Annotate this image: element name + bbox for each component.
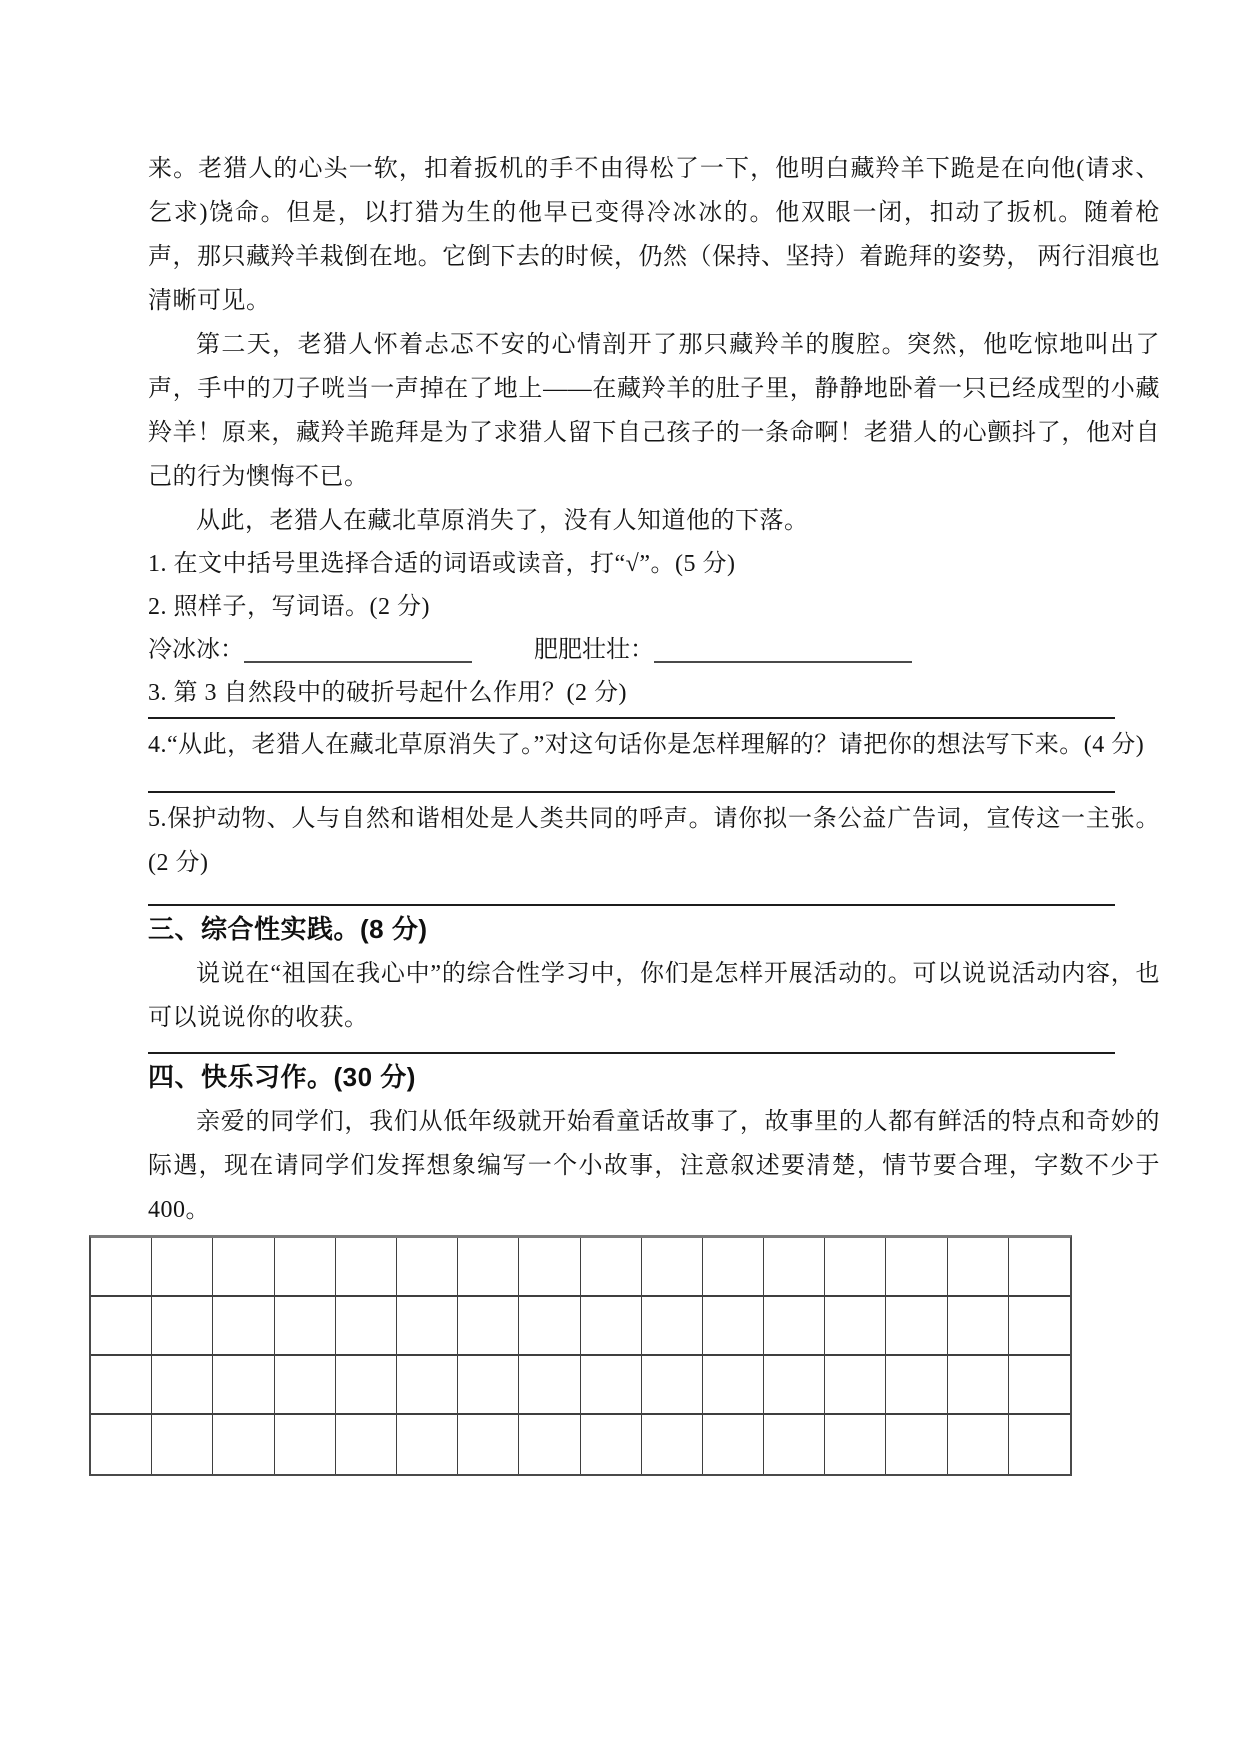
grid-cell	[152, 1297, 213, 1356]
grid-cell	[213, 1415, 274, 1474]
question-4: 4.“从此，老猎人在藏北草原消失了。”对这句话你是怎样理解的？请把你的想法写下来。(4 分)	[148, 732, 1145, 758]
passage-paragraph-1: 来。老猎人的心头一软，扣着扳机的手不由得松了一下，他明白藏羚羊下跪是在向他(请求、乞求)饶命。但是，以打猎为生的他早已变得冷冰冰的。他双眼一闭，扣动了扳机。随着枪声，那只藏羚羊栽倒在地。它倒下去的时候，仍然（保持、坚持）着跪拜的姿势， 两行泪痕也清晰可见。	[148, 156, 1160, 314]
section-four-heading: 四、快乐习作。(30 分)	[148, 1062, 416, 1092]
grid-cell	[213, 1238, 274, 1297]
grid-cell	[703, 1297, 764, 1356]
blank-underline-2	[654, 661, 912, 663]
grid-cell	[886, 1356, 947, 1415]
grid-cell	[152, 1238, 213, 1297]
grid-cell	[91, 1415, 152, 1474]
section-four-instructions: 亲爱的同学们，我们从低年级就开始看童话故事了，故事里的人都有鲜活的特点和奇妙的际遇，现在请同学们发挥想象编写一个小故事，注意叙述要清楚，情节要合理，字数不少于 400。	[148, 1109, 1160, 1223]
grid-cell	[336, 1415, 397, 1474]
grid-cell	[948, 1356, 1009, 1415]
grid-cell	[703, 1238, 764, 1297]
grid-cell	[519, 1297, 580, 1356]
reading-passage	[148, 147, 1160, 543]
grid-cell	[519, 1415, 580, 1474]
grid-cell	[764, 1356, 825, 1415]
grid-cell	[458, 1415, 519, 1474]
grid-cell	[825, 1238, 886, 1297]
grid-cell	[1009, 1297, 1070, 1356]
question-5: 5.保护动物、人与自然和谐相处是人类共同的呼声。请你拟一条公益广告词，宣传这一主张。(2 分)	[148, 806, 1160, 876]
grid-cell	[581, 1297, 642, 1356]
grid-cell	[764, 1297, 825, 1356]
grid-cell	[886, 1415, 947, 1474]
grid-cell	[1009, 1238, 1070, 1297]
grid-cell	[642, 1297, 703, 1356]
grid-cell	[581, 1356, 642, 1415]
grid-cell	[581, 1415, 642, 1474]
grid-cell	[519, 1356, 580, 1415]
blank-underline-1	[244, 661, 472, 663]
grid-cell	[642, 1415, 703, 1474]
question-3: 3. 第 3 自然段中的破折号起什么作用？(2 分)	[148, 680, 627, 706]
blank-label-lengbingbing: 冷冰冰：	[148, 637, 244, 663]
grid-cell	[397, 1297, 458, 1356]
fill-blanks-row	[148, 629, 1160, 672]
grid-cell	[336, 1356, 397, 1415]
grid-cell	[91, 1297, 152, 1356]
section-three-instructions: 说说在“祖国在我心中”的综合性学习中，你们是怎样开展活动的。可以说说活动内容，也可以说说你的收获。	[148, 961, 1160, 1031]
grid-cell	[581, 1238, 642, 1297]
section-three-heading: 三、综合性实践。(8 分)	[148, 914, 428, 944]
grid-cell	[642, 1356, 703, 1415]
grid-cell	[397, 1238, 458, 1297]
passage-paragraph-3: 从此，老猎人在藏北草原消失了，没有人知道他的下落。	[196, 508, 809, 534]
grid-cell	[825, 1415, 886, 1474]
grid-cell	[213, 1356, 274, 1415]
grid-cell	[152, 1415, 213, 1474]
grid-cell	[642, 1238, 703, 1297]
blank-label-feifeizhuangzhuang: 肥肥壮壮：	[534, 637, 654, 663]
grid-cell	[886, 1297, 947, 1356]
grid-cell	[703, 1356, 764, 1415]
answer-line-q3	[148, 717, 1115, 719]
grid-cell	[703, 1415, 764, 1474]
answer-line-q4	[148, 791, 1115, 793]
grid-cell	[397, 1415, 458, 1474]
grid-cell	[336, 1238, 397, 1297]
grid-cell	[275, 1297, 336, 1356]
grid-cell	[1009, 1415, 1070, 1474]
grid-cell	[275, 1356, 336, 1415]
grid-cell	[764, 1415, 825, 1474]
grid-cell	[213, 1297, 274, 1356]
grid-cell	[948, 1238, 1009, 1297]
question-1: 1. 在文中括号里选择合适的词语或读音，打“√”。(5 分)	[148, 551, 736, 577]
grid-cell	[336, 1297, 397, 1356]
grid-cell	[275, 1415, 336, 1474]
grid-cell	[275, 1238, 336, 1297]
grid-cell	[1009, 1356, 1070, 1415]
grid-cell	[519, 1238, 580, 1297]
grid-cell	[152, 1356, 213, 1415]
grid-cell	[91, 1356, 152, 1415]
passage-paragraph-2: 第二天，老猎人怀着忐忑不安的心情剖开了那只藏羚羊的腹腔。突然，他吃惊地叫出了声，手中的刀子咣当一声掉在了地上——在藏羚羊的肚子里，静静地卧着一只已经成型的小藏羚羊！原来，藏羚羊跪拜是为了求猎人留下自己孩子的一条命啊！老猎人的心颤抖了，他对自己的行为懊悔不已。	[148, 332, 1160, 490]
grid-cell	[764, 1238, 825, 1297]
grid-cell	[948, 1415, 1009, 1474]
grid-cell	[397, 1356, 458, 1415]
grid-cell	[948, 1297, 1009, 1356]
composition-grid	[89, 1235, 1072, 1476]
grid-cell	[825, 1297, 886, 1356]
grid-cell	[825, 1356, 886, 1415]
grid-cell	[91, 1238, 152, 1297]
grid-cell	[458, 1238, 519, 1297]
grid-cell	[458, 1297, 519, 1356]
grid-cell	[886, 1238, 947, 1297]
grid-cell	[458, 1356, 519, 1415]
question-2: 2. 照样子，写词语。(2 分)	[148, 594, 430, 620]
